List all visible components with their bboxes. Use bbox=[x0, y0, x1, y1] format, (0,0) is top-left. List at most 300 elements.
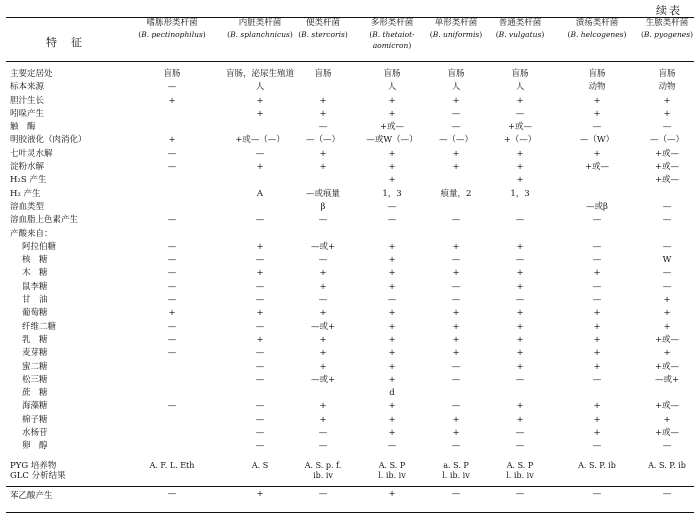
table-cell: —或W（—） bbox=[366, 135, 418, 146]
paren: ( bbox=[369, 30, 373, 39]
row-label: 触 酶 bbox=[10, 122, 36, 133]
table-cell: —或+ bbox=[310, 241, 336, 252]
table-cell: —或+ bbox=[654, 374, 680, 385]
table-cell: + bbox=[388, 162, 396, 173]
table-cell: — bbox=[592, 215, 602, 226]
table-cell: — bbox=[167, 215, 177, 226]
table-cell: — bbox=[255, 281, 265, 292]
table-cell: — bbox=[662, 441, 672, 452]
header-rule bbox=[6, 61, 694, 62]
table-cell: + bbox=[388, 95, 396, 106]
paren: ) bbox=[541, 30, 545, 39]
table-cell: + bbox=[593, 308, 601, 319]
table-cell: — bbox=[662, 201, 672, 212]
table-cell: 盲肠，泌尿生殖道 bbox=[225, 69, 294, 79]
table-cell: + bbox=[452, 428, 460, 439]
table-cell: + bbox=[452, 414, 460, 425]
table-cell: 盲肠 bbox=[658, 69, 676, 79]
table-row bbox=[0, 294, 700, 307]
column-header bbox=[356, 18, 428, 51]
table-cell: + bbox=[516, 348, 524, 359]
pyg-cell-line: A. S. P. ib bbox=[578, 461, 616, 470]
table-cell: — bbox=[515, 428, 525, 439]
table-cell: + bbox=[452, 321, 460, 332]
bottom-rule bbox=[6, 512, 694, 513]
table-cell: + bbox=[516, 321, 524, 332]
pyg-cell-line: a. S. P bbox=[443, 461, 469, 470]
table-cell: — bbox=[387, 201, 397, 212]
table-row bbox=[0, 440, 700, 453]
table-row bbox=[0, 267, 700, 280]
sci-name: B. stercoris bbox=[301, 30, 345, 39]
table-cell: + bbox=[663, 108, 671, 119]
table-cell: — bbox=[451, 122, 461, 133]
table-cell: 动物 bbox=[588, 82, 606, 93]
row-label: 木 糖 bbox=[22, 268, 48, 279]
table-cell: —或+ bbox=[310, 321, 336, 332]
row-label: 产酸来自： bbox=[10, 228, 53, 239]
pyg-label-line2: GLC 分析结果 bbox=[10, 471, 66, 481]
row-label: 溶血脂上色素产生 bbox=[10, 215, 79, 226]
table-cell: 盲肠 bbox=[511, 69, 529, 79]
table-cell: + bbox=[516, 175, 524, 186]
column-header-sci bbox=[293, 29, 353, 40]
table-cell: — bbox=[592, 374, 602, 385]
column-header-cn: 普通类杆菌 bbox=[498, 18, 542, 28]
table-cell: — bbox=[255, 414, 265, 425]
table-cell: + bbox=[593, 268, 601, 279]
column-header-sci bbox=[420, 29, 492, 40]
table-cell: — bbox=[515, 489, 525, 499]
row-label: 溶血类型 bbox=[10, 201, 45, 212]
sci-name: B. vulgatus bbox=[498, 30, 542, 39]
pyg-cell-line: A. S. p. f. bbox=[304, 461, 342, 470]
table-cell: — bbox=[387, 441, 397, 452]
table-cell: + bbox=[516, 308, 524, 319]
row-label: 鼠李糖 bbox=[22, 281, 48, 292]
table-row bbox=[0, 414, 700, 427]
table-cell: — bbox=[515, 255, 525, 266]
table-cell: — bbox=[167, 401, 177, 412]
table-cell: — bbox=[255, 401, 265, 412]
sci-name: B. pyogenes bbox=[643, 30, 691, 39]
table-cell: + bbox=[388, 148, 396, 159]
table-cell: + bbox=[388, 308, 396, 319]
table-cell: + bbox=[516, 95, 524, 106]
row-label: 七叶灵水解 bbox=[10, 148, 53, 159]
table-cell: 人 bbox=[515, 82, 525, 93]
table-cell: — bbox=[167, 348, 177, 359]
pyg-cell-line: ib. iv bbox=[313, 471, 333, 480]
table-cell: — bbox=[318, 489, 328, 499]
column-header-sci bbox=[632, 29, 700, 40]
table-cell: — bbox=[167, 321, 177, 332]
paren: ) bbox=[344, 30, 348, 39]
table-cell: — bbox=[592, 441, 602, 452]
pyg-cell bbox=[293, 461, 353, 481]
table-cell: — bbox=[167, 268, 177, 279]
table-cell: 盲肠 bbox=[447, 69, 465, 79]
pyg-cell-line: l. ib. iv bbox=[506, 471, 534, 480]
pyg-cell-line: A. S. P bbox=[378, 461, 406, 470]
table-cell: — bbox=[387, 295, 397, 306]
table-cell: 盲肠 bbox=[383, 69, 401, 79]
table-cell: — bbox=[662, 281, 672, 292]
row-label: 棉子糖 bbox=[22, 414, 48, 425]
table-row bbox=[0, 134, 700, 147]
table-cell: +或— bbox=[379, 122, 405, 133]
pyg-cell-line: l. ib. iv bbox=[442, 471, 470, 480]
table-cell: —或痕量 bbox=[305, 188, 340, 199]
row-label: 松三糖 bbox=[22, 374, 48, 385]
column-header-cn: 嗜胨形类杆菌 bbox=[146, 18, 198, 28]
table-cell: + bbox=[593, 108, 601, 119]
paren: ( bbox=[298, 30, 302, 39]
table-cell: + bbox=[516, 148, 524, 159]
table-row bbox=[0, 427, 700, 440]
pyg-cell bbox=[557, 461, 637, 471]
column-header-cn: 内脏类杆菌 bbox=[238, 18, 282, 28]
table-row bbox=[0, 188, 700, 201]
paren: ( bbox=[495, 30, 499, 39]
table-cell: — bbox=[255, 321, 265, 332]
table-cell: + bbox=[256, 334, 264, 345]
pyg-label-line1: PYG 培养物 bbox=[10, 461, 57, 471]
column-header-sci bbox=[132, 29, 212, 40]
table-cell: + bbox=[516, 334, 524, 345]
table-cell: —或+ bbox=[310, 374, 336, 385]
column-header-sci bbox=[356, 29, 428, 40]
row-label: 海藻糖 bbox=[22, 401, 48, 412]
table-cell: + bbox=[388, 334, 396, 345]
table-cell: —（W） bbox=[579, 135, 615, 146]
table-cell: + bbox=[319, 348, 327, 359]
table-cell: + bbox=[388, 268, 396, 279]
table-cell: + bbox=[256, 162, 264, 173]
table-row bbox=[0, 321, 700, 334]
table-cell: + bbox=[388, 401, 396, 412]
table-row bbox=[0, 254, 700, 267]
table-row bbox=[0, 387, 700, 400]
pyg-cell bbox=[356, 461, 428, 481]
table-row bbox=[0, 281, 700, 294]
table-cell: + bbox=[319, 95, 327, 106]
table-row bbox=[0, 334, 700, 347]
table-cell: + bbox=[516, 268, 524, 279]
paren: ) bbox=[202, 30, 206, 39]
table-cell: — bbox=[255, 215, 265, 226]
table-cell: + bbox=[168, 308, 176, 319]
table-cell: + bbox=[256, 489, 264, 499]
table-cell: + bbox=[319, 308, 327, 319]
table-cell: d bbox=[389, 388, 395, 399]
table-cell: 人 bbox=[451, 82, 461, 93]
table-cell: —（—） bbox=[305, 135, 340, 146]
table-row bbox=[0, 95, 700, 108]
phenylacetic-row bbox=[0, 487, 700, 501]
table-cell: + bbox=[388, 255, 396, 266]
column-header-cn: 单形类杆菌 bbox=[434, 18, 478, 28]
table-cell: + bbox=[593, 414, 601, 425]
table-cell: — bbox=[515, 295, 525, 306]
table-cell: + bbox=[388, 241, 396, 252]
table-cell: + bbox=[452, 308, 460, 319]
table-cell: + bbox=[663, 95, 671, 106]
table-cell: + bbox=[388, 428, 396, 439]
table-cell: + bbox=[593, 361, 601, 372]
column-header bbox=[632, 18, 700, 40]
table-cell: — bbox=[318, 441, 328, 452]
table-cell: — bbox=[167, 241, 177, 252]
table-cell: — bbox=[167, 162, 177, 173]
paren: ( bbox=[640, 30, 644, 39]
column-header bbox=[293, 18, 353, 40]
sci-name: B. helcogenes bbox=[570, 30, 624, 39]
column-header-sci bbox=[484, 29, 556, 40]
paren: ( bbox=[429, 30, 433, 39]
table-row bbox=[0, 201, 700, 214]
table-cell: + bbox=[319, 268, 327, 279]
table-cell: — bbox=[167, 281, 177, 292]
table-cell: +或— bbox=[654, 428, 680, 439]
pyg-label bbox=[10, 461, 66, 481]
table-cell: + bbox=[663, 414, 671, 425]
sci-name: aomicron bbox=[372, 41, 409, 50]
table-cell: 盲肠 bbox=[588, 69, 606, 79]
table-cell: — bbox=[255, 148, 265, 159]
row-label: 水杨苷 bbox=[22, 428, 48, 439]
table-cell: — bbox=[318, 215, 328, 226]
paren: ) bbox=[289, 30, 293, 39]
table-cell: + bbox=[452, 148, 460, 159]
table-cell: —（—） bbox=[438, 135, 473, 146]
footer-rows bbox=[0, 460, 700, 501]
table-cell: — bbox=[255, 441, 265, 452]
table-row bbox=[0, 68, 700, 81]
table-cell: — bbox=[662, 215, 672, 226]
feature-header: 特征 bbox=[46, 36, 96, 49]
table-row bbox=[0, 307, 700, 320]
table-cell: + bbox=[319, 108, 327, 119]
table-cell: — bbox=[255, 295, 265, 306]
table-cell: +或— bbox=[507, 122, 533, 133]
sci-name: B. pectinophilus bbox=[141, 30, 203, 39]
table-cell: — bbox=[318, 428, 328, 439]
row-label: 淀粉水解 bbox=[10, 162, 45, 173]
paren: ) bbox=[623, 30, 627, 39]
table-row bbox=[0, 108, 700, 121]
table-cell: +（—） bbox=[503, 135, 537, 146]
phenylacetic-label: 苯乙酸产生 bbox=[10, 491, 53, 501]
table-cell: +或—（—） bbox=[235, 135, 285, 146]
table-cell: — bbox=[167, 334, 177, 345]
paren: ) bbox=[690, 30, 694, 39]
table-row bbox=[0, 148, 700, 161]
table-cell: — bbox=[167, 295, 177, 306]
table-cell: + bbox=[388, 414, 396, 425]
row-label: 阿拉伯糖 bbox=[22, 241, 57, 252]
table-cell: + bbox=[452, 268, 460, 279]
table-row bbox=[0, 161, 700, 174]
table-cell: — bbox=[318, 255, 328, 266]
table-cell: + bbox=[452, 162, 460, 173]
table-cell: — bbox=[255, 361, 265, 372]
row-label: 甘 油 bbox=[22, 295, 48, 306]
table-cell: +或— bbox=[654, 148, 680, 159]
table-cell: — bbox=[451, 295, 461, 306]
table-cell: + bbox=[319, 334, 327, 345]
column-header-cn: 溃疡类杆菌 bbox=[575, 18, 619, 28]
table-cell: + bbox=[388, 175, 396, 186]
table-cell: — bbox=[451, 281, 461, 292]
table-cell: — bbox=[167, 255, 177, 266]
table-cell: +或— bbox=[654, 401, 680, 412]
table-cell: — bbox=[167, 82, 177, 93]
pyg-cell bbox=[632, 461, 700, 471]
column-header-sci bbox=[557, 29, 637, 40]
row-label: 标本来源 bbox=[10, 82, 45, 93]
table-cell: — bbox=[167, 489, 177, 499]
table-cell: — bbox=[515, 108, 525, 119]
pyg-cell-line: A. F. L. Eth bbox=[149, 461, 195, 470]
table-cell: + bbox=[256, 108, 264, 119]
table-cell: + bbox=[319, 401, 327, 412]
table-cell: + bbox=[388, 489, 396, 499]
column-header-cn: 生脓类杆菌 bbox=[645, 18, 689, 28]
table-cell: — bbox=[318, 295, 328, 306]
sci-name: B. thetaiot- bbox=[372, 30, 415, 39]
table-row bbox=[0, 241, 700, 254]
table-row bbox=[0, 81, 700, 94]
table-cell: — bbox=[662, 489, 672, 499]
table-cell: +或— bbox=[654, 334, 680, 345]
table-cell: + bbox=[593, 148, 601, 159]
row-label: 麦芽糖 bbox=[22, 348, 48, 359]
table-row bbox=[0, 347, 700, 360]
table-cell: — bbox=[592, 295, 602, 306]
table-cell: — bbox=[592, 281, 602, 292]
column-header bbox=[557, 18, 637, 40]
pyg-cell bbox=[420, 461, 492, 481]
table-cell: — bbox=[515, 441, 525, 452]
table-cell: + bbox=[452, 334, 460, 345]
table-cell: — bbox=[515, 215, 525, 226]
table-cell: — bbox=[592, 241, 602, 252]
table-cell: — bbox=[592, 122, 602, 133]
row-label: 卵 醇 bbox=[22, 441, 48, 452]
table-cell: + bbox=[452, 241, 460, 252]
paren: ) bbox=[408, 41, 412, 50]
table-cell: — bbox=[451, 441, 461, 452]
pyg-cell-line: A. S. P bbox=[506, 461, 534, 470]
column-header bbox=[420, 18, 492, 40]
row-label: 主要定居处 bbox=[10, 69, 53, 79]
table-cell: — bbox=[451, 255, 461, 266]
table-cell: — bbox=[451, 215, 461, 226]
table-cell: + bbox=[452, 348, 460, 359]
table-cell: — bbox=[167, 148, 177, 159]
data-rows bbox=[0, 68, 700, 454]
table-cell: + bbox=[388, 348, 396, 359]
table-cell: + bbox=[388, 374, 396, 385]
pyg-cell-line: A. S bbox=[251, 461, 269, 470]
sci-name: B. uniformis bbox=[432, 30, 480, 39]
column-header-cn: 多形类杆菌 bbox=[370, 18, 414, 28]
table-cell: + bbox=[516, 414, 524, 425]
table-row bbox=[0, 374, 700, 387]
row-label: 明胶液化（肉消化） bbox=[10, 135, 87, 146]
table-cell: 盲肠 bbox=[314, 69, 332, 79]
table-row bbox=[0, 214, 700, 227]
table-cell: + bbox=[516, 401, 524, 412]
column-header-cn: 便类杆菌 bbox=[305, 18, 340, 28]
row-label: H₂ 产生 bbox=[10, 188, 41, 199]
table-row bbox=[0, 228, 700, 241]
table-cell: — bbox=[451, 361, 461, 372]
table-cell: β bbox=[320, 201, 326, 212]
table-cell: + bbox=[516, 361, 524, 372]
table-cell: +或— bbox=[654, 361, 680, 372]
table-cell: 1，3 bbox=[510, 188, 530, 199]
table-cell: — bbox=[662, 122, 672, 133]
table-cell: + bbox=[516, 162, 524, 173]
pyg-cell-line: A. S. P. ib bbox=[648, 461, 686, 470]
paren: ) bbox=[479, 30, 483, 39]
paren: ( bbox=[138, 30, 142, 39]
pyg-cell-line: l. ib. iv bbox=[378, 471, 406, 480]
paren: ( bbox=[227, 30, 231, 39]
row-label: 核 糖 bbox=[22, 255, 48, 266]
table-cell: 1，3 bbox=[382, 188, 402, 199]
row-label: 吲哚产生 bbox=[10, 108, 45, 119]
table-cell: 人 bbox=[387, 82, 397, 93]
table-cell: +或— bbox=[654, 162, 680, 173]
table-cell: + bbox=[256, 308, 264, 319]
table-cell: — bbox=[515, 374, 525, 385]
table-cell: W bbox=[662, 255, 672, 266]
table-cell: — bbox=[451, 374, 461, 385]
table-row bbox=[0, 121, 700, 134]
table-cell: + bbox=[516, 281, 524, 292]
table-cell: + bbox=[593, 348, 601, 359]
table-cell: + bbox=[593, 428, 601, 439]
pyg-cell bbox=[484, 461, 556, 481]
paren: ( bbox=[567, 30, 571, 39]
row-label: H₂S 产生 bbox=[10, 175, 47, 186]
table-cell: + bbox=[663, 295, 671, 306]
table-cell: + bbox=[593, 334, 601, 345]
table-cell: + bbox=[168, 95, 176, 106]
table-cell: + bbox=[168, 135, 176, 146]
table-cell: + bbox=[256, 241, 264, 252]
pyg-cell bbox=[132, 461, 212, 471]
column-header bbox=[484, 18, 556, 40]
table-cell: + bbox=[593, 321, 601, 332]
continued-label: 续表 bbox=[656, 4, 682, 17]
table-cell: 人 bbox=[255, 82, 265, 93]
table-cell: — bbox=[451, 108, 461, 119]
table-cell: 动物 bbox=[658, 82, 676, 93]
table-cell: + bbox=[256, 268, 264, 279]
table-cell: + bbox=[319, 162, 327, 173]
row-label: 葡萄糖 bbox=[22, 308, 48, 319]
table-cell: + bbox=[516, 241, 524, 252]
sci-name: B. splanchnicus bbox=[230, 30, 290, 39]
table-cell: + bbox=[388, 361, 396, 372]
table-cell: + bbox=[388, 108, 396, 119]
row-label: 胆汁生长 bbox=[10, 95, 45, 106]
table-cell: + bbox=[452, 95, 460, 106]
